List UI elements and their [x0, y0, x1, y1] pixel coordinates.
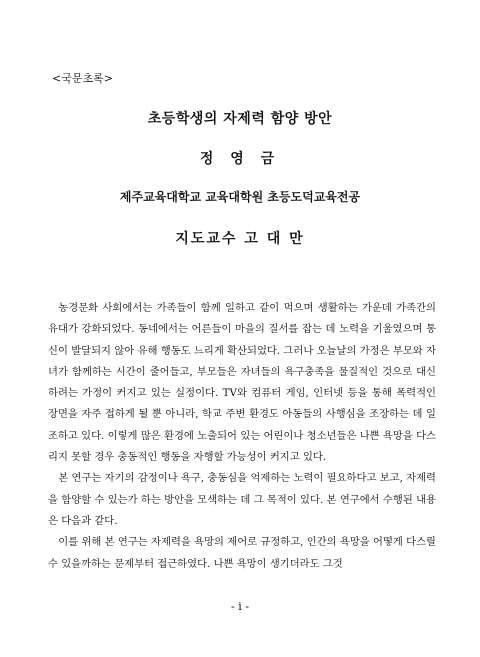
abstract-body	[48, 298, 436, 575]
advisor-name: 지도교수 고 대 만	[175, 231, 305, 247]
author-affiliation: 제주교육대학교 교육대학원 초등도덕교육전공	[119, 190, 361, 204]
abstract-paragraph: 농경문화 사회에서는 가족들이 함께 일하고 같이 먹으며 생활하는 가운데 가족간의 유대가 강화되었다. 동네에서는 어른들이 마을의 질서를 잡는 데 노력을 기울였으며 통신이 발달되지 않아 유해 행동도 느리게 확산되었다. 그러나 오늘날의 가정은 부모와 자녀가 함께하는 시간이 줄어들고, 부모들은 자녀들의 욕구충족을 물질적인 것으로 대신하려는 가정이 커지고 있는 실정이다. TV와 컴퓨터 게임, 인터넷 등을 통해 폭력적인 장면을 자주 접하게 될 뿐 아니라, 학교 주변 환경도 아동들의 사행심을 조장하는 데 일조하고 있다. 이렇게 많은 환경에 노출되어 있는 어린이나 청소년들은 나쁜 욕망을 다스리지 못할 경우 충동적인 행동을 자행할 가능성이 커지고 있다.	[48, 302, 436, 464]
page-number: - i -	[231, 600, 249, 613]
abstract-paragraph: 본 연구는 자기의 감정이나 욕구, 충동심을 억제하는 노력이 필요하다고 보고, 자제력을 함양할 수 있는가 하는 방안을 모색하는 데 그 목적이 있다. 본 연구에서 수행된 내용은 다음과 같다.	[48, 472, 436, 527]
author-name: 정 영 금	[199, 151, 281, 167]
section-label: <국문초록>	[52, 72, 113, 85]
abstract-paragraph: 이를 위해 본 연구는 자제력을 욕망의 제어로 규정하고, 인간의 욕망을 어떻게 다스릴 수 있을까하는 문제부터 접근하였다. 나쁜 욕망이 생기더라도 그것	[48, 536, 436, 570]
thesis-title: 초등학생의 자제력 함양 방안	[147, 111, 333, 127]
